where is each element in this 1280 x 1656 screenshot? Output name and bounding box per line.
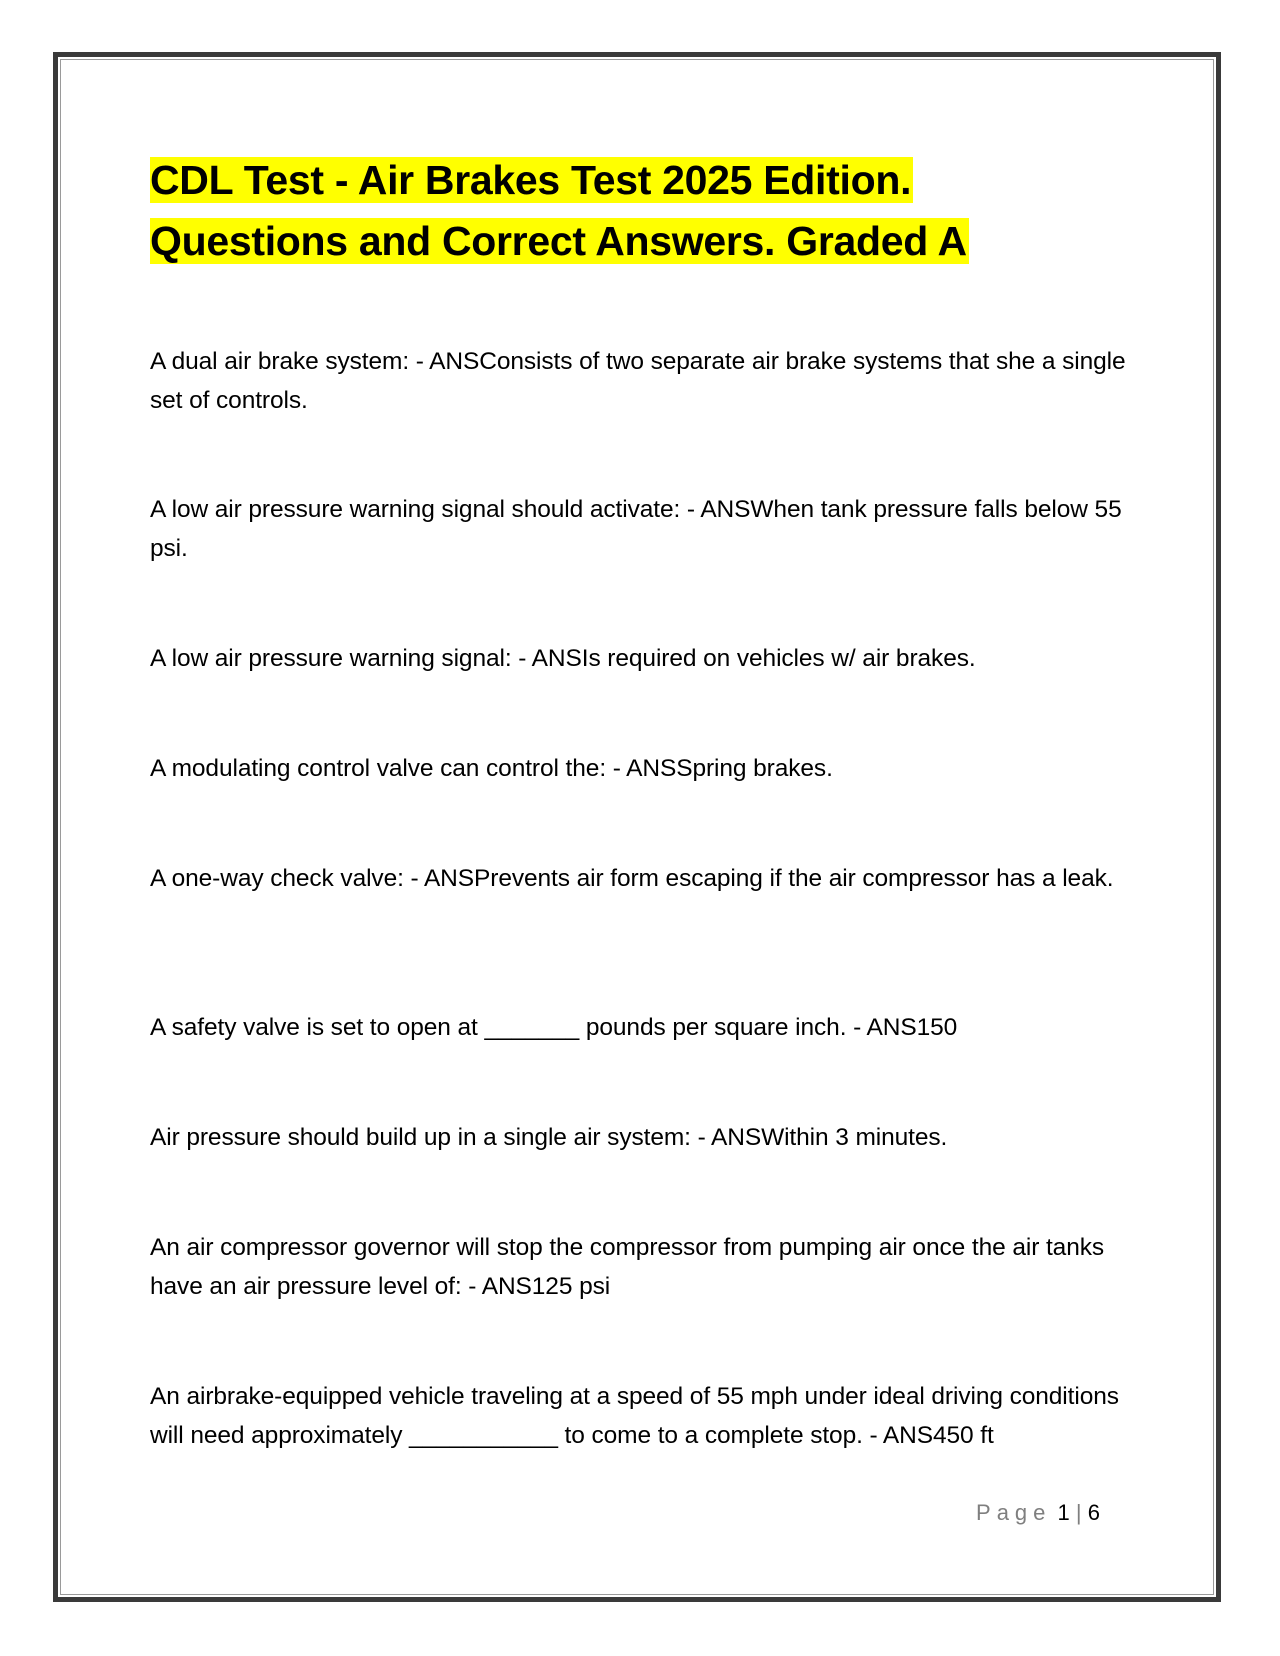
qa-item-1: A dual air brake system: - ANSConsists of two separate air brake systems that she a single set of controls.: [150, 348, 1126, 414]
qa-item-8: An air compressor governor will stop the compressor from pumping air once the air tanks have an air pressure level of: - ANS125 psi: [150, 1234, 1105, 1300]
page-border-inner: [60, 59, 1214, 1595]
page-label: Page: [976, 1500, 1052, 1525]
document-title: [150, 150, 1140, 272]
total-pages: 6: [1087, 1500, 1100, 1525]
qa-item-9: An airbrake-equipped vehicle traveling at a speed of 55 mph under ideal driving conditions will need approximately ___________ to come to a complete stop. - ANS450 ft: [150, 1383, 1119, 1449]
document-header: [150, 150, 1140, 272]
qa-item-4: A modulating control valve can control the: - ANSSpring brakes.: [150, 755, 833, 782]
qa-item-6: A safety valve is set to open at _______ pounds per square inch. - ANS150: [150, 1014, 958, 1041]
page-separator: |: [1075, 1500, 1082, 1525]
qa-item-7: Air pressure should build up in a single air system: - ANSWithin 3 minutes.: [150, 1124, 948, 1151]
qa-item-3: A low air pressure warning signal: - ANSIs required on vehicles w/ air brakes.: [150, 645, 976, 672]
qa-item-5: A one-way check valve: - ANSPrevents air form escaping if the air compressor has a leak.: [150, 865, 1114, 892]
page-number: 1: [1057, 1500, 1070, 1525]
qa-item-2: A low air pressure warning signal should activate: - ANSWhen tank pressure falls below 55 psi.: [150, 496, 1122, 562]
title-line-1: CDL Test - Air Brakes Test 2025 Edition.: [150, 157, 912, 203]
page-footer: [900, 1500, 1100, 1526]
title-line-2: Questions and Correct Answers. Graded A: [150, 218, 967, 264]
